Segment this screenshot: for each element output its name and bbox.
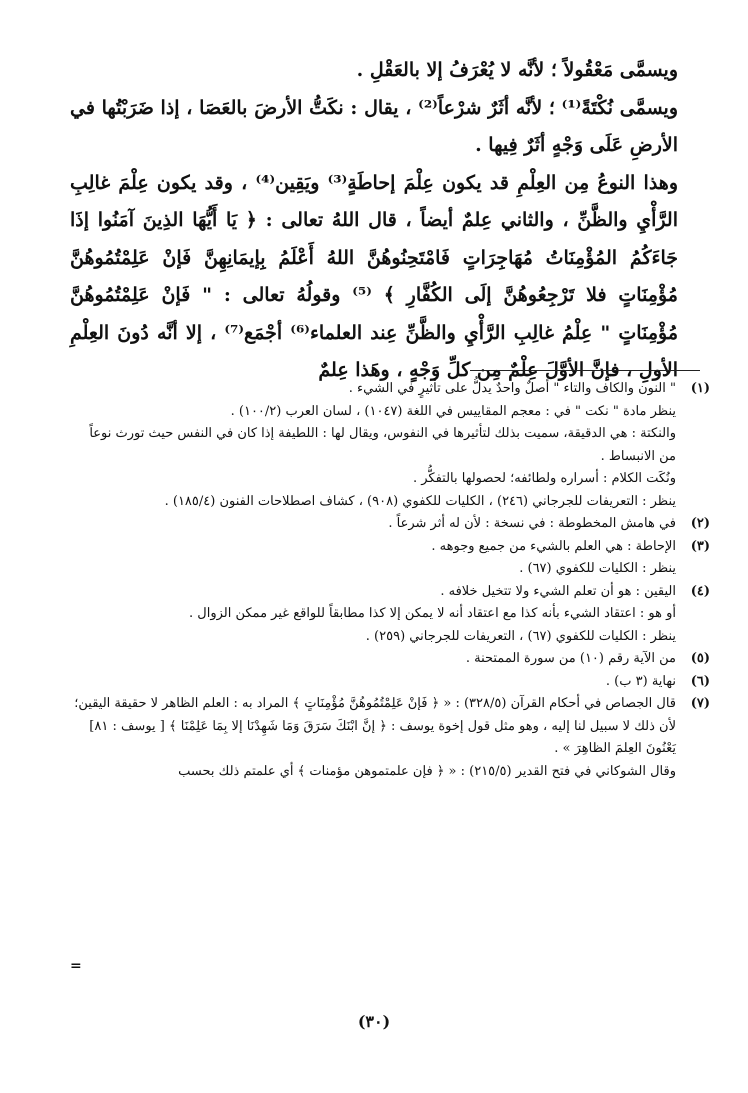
footnote-line: " النون والكاف والتاء " أصلٌ واحدٌ يدلُّ على تأثيرٍ في الشيء . — [348, 381, 676, 396]
footnote-line: اليقين : هو أن تعلم الشيء ولا تتخيل خلافه . — [440, 583, 676, 599]
page-number: (٣٠) — [357, 1012, 391, 1031]
paragraph-1: ويسمَّى مَعْقُولاً ؛ لأنَّه لا يُعْرَفُ إلا بالعَقْلِ . — [356, 59, 678, 81]
footnote-4 — [70, 581, 710, 649]
main-text — [70, 52, 700, 390]
footnote-number: (٤) — [690, 583, 710, 599]
footnote-line: أو هو : اعتقاد الشيء بأنه كذا مع اعتقاد أنه لا يمكن إلا كذا مطابقاً للواقع غير ممكن الزوال . — [189, 606, 676, 621]
footnote-5 — [70, 648, 710, 671]
footnote-line: وقال الشوكاني في فتح القدير (٢١٥/٥) : « ﴿ فإن علمتموهن مؤمنات ﴾ أي علمتم ذلك بحسب — [178, 763, 676, 779]
footnote-line: من الآية رقم (١٠) من سورة الممتحنة . — [465, 651, 676, 666]
footnote-line: والنكتة : هي الدقيقة، سميت بذلك لتأثيرها في النفوس، ويقال لها : اللطيفة إذا كان في النفس حيث تورث نوعاً من الانبساط . — [89, 426, 676, 464]
footnote-number: (٧) — [690, 696, 710, 711]
footnote-6 — [70, 671, 710, 694]
footnote-number: (٣) — [690, 538, 710, 554]
footnote-number: (٥) — [690, 651, 710, 666]
continuation-mark: = — [70, 958, 82, 974]
footnote-line: في هامش المخطوطة : في نسخة : لأن له أثر شرعاً . — [388, 516, 676, 531]
footnote-2 — [70, 513, 710, 536]
footnote-line: نهاية (٣ ب) . — [605, 673, 676, 689]
footnote-number: (٢) — [690, 516, 710, 531]
footnotes — [70, 378, 710, 783]
footnote-number: (٦) — [690, 673, 710, 689]
footnote-line: الإحاطة : هي العلم بالشيء من جميع وجوهه . — [431, 538, 676, 554]
footnote-separator — [470, 370, 700, 371]
footnote-3 — [70, 536, 710, 581]
footnote-1 — [70, 378, 710, 513]
footnote-line: ينظر : التعريفات للجرجاني (٢٤٦) ، الكليات للكفوي (٩٠٨) ، كشاف اصطلاحات الفنون (١٨٥/٤) . — [164, 493, 676, 509]
footnote-line: ونُكَت الكلام : أسراره ولطائفه؛ لحصولها بالتفكُّر . — [412, 471, 676, 486]
paragraph-2: ويسمَّى نُكْتَةً⁽¹⁾ ؛ لأنَّه أثَرٌ شرْعاً⁽²⁾ ، يقال : نكَتُّ الأرضَ بالعَصَا ، إذا ضَرَبْتُها في الأرضِ عَلَى وَجْهٍ أثَرٌ فِيها . — [70, 96, 678, 156]
footnote-line: قال الجصاص في أحكام القرآن (٣٢٨/٥) : « ﴿ فَإنْ عَلِمْتُمُوهُنَّ مُؤْمِنَاتٍ ﴾ المراد به : العلم الظاهر لا حقيقة اليقين؛ لأن ذلك لا سبيل لنا إليه ، وهو مثل قول إخوة يوسف : ﴿ إنَّ ابْنَكَ سَرَقَ وَمَا شَهِدْنَا إلا بِمَا عَلِمْنَا ﴾ [ يوسف : ٨١] يَعْنُونَ العِلمَ الظاهِرَ » . — [74, 696, 676, 756]
footnote-line: ينظر : الكليات للكفوي (٦٧) . — [519, 561, 676, 576]
footnote-number: (١) — [690, 381, 710, 396]
paragraph-3: وهذا النوعُ مِن العِلْمِ قد يكون عِلْمَ إحاطَةٍ⁽³⁾ ويَقِين⁽⁴⁾ ، وقد يكون عِلْمَ غالِبِ الرَّأْيِ والظَّنِّ ، والثاني عِلمٌ أيضاً ، قال اللهُ تعالى : ﴿ يَا أَيُّهَا الذِينَ آمَنُوا إذَا جَاءَكُمُ المُؤْمِنَاتُ مُهَاجِرَاتٍ فَامْتَحِنُوهُنَّ اللهُ أَعْلَمُ بِإيمَانِهِنَّ فَإنْ عَلِمْتُمُوهُنَّ مُؤْمِنَاتٍ فلا تَرْجِعُوهُنَّ إلَى الكُفَّارِ ﴾ ⁽⁵⁾ وقولُهُ تعالى : " فَإنْ عَلِمْتُمُوهُنَّ مُؤْمِنَاتٍ " عِلْمُ غالِبِ الرَّأْيِ والظَّنِّ عِند العلماء⁽⁶⁾ أجْمَع⁽⁷⁾ ، إلا أنَّه دُونَ العِلْمِ الأولِ ، فإنَّ الأوَّلَ عِلْمٌ مِن كلِّ وَجْهٍ ، وهَذا عِلمٌ — [70, 171, 679, 381]
footnote-7 — [70, 693, 710, 783]
footnote-line: ينظر : الكليات للكفوي (٦٧) ، التعريفات للجرجاني (٢٥٩) . — [365, 628, 676, 644]
footnote-line: ينظر مادة " نكت " في : معجم المقاييس في اللغة (١٠٤٧) ، لسان العرب (١٠٠/٢) . — [230, 403, 676, 419]
